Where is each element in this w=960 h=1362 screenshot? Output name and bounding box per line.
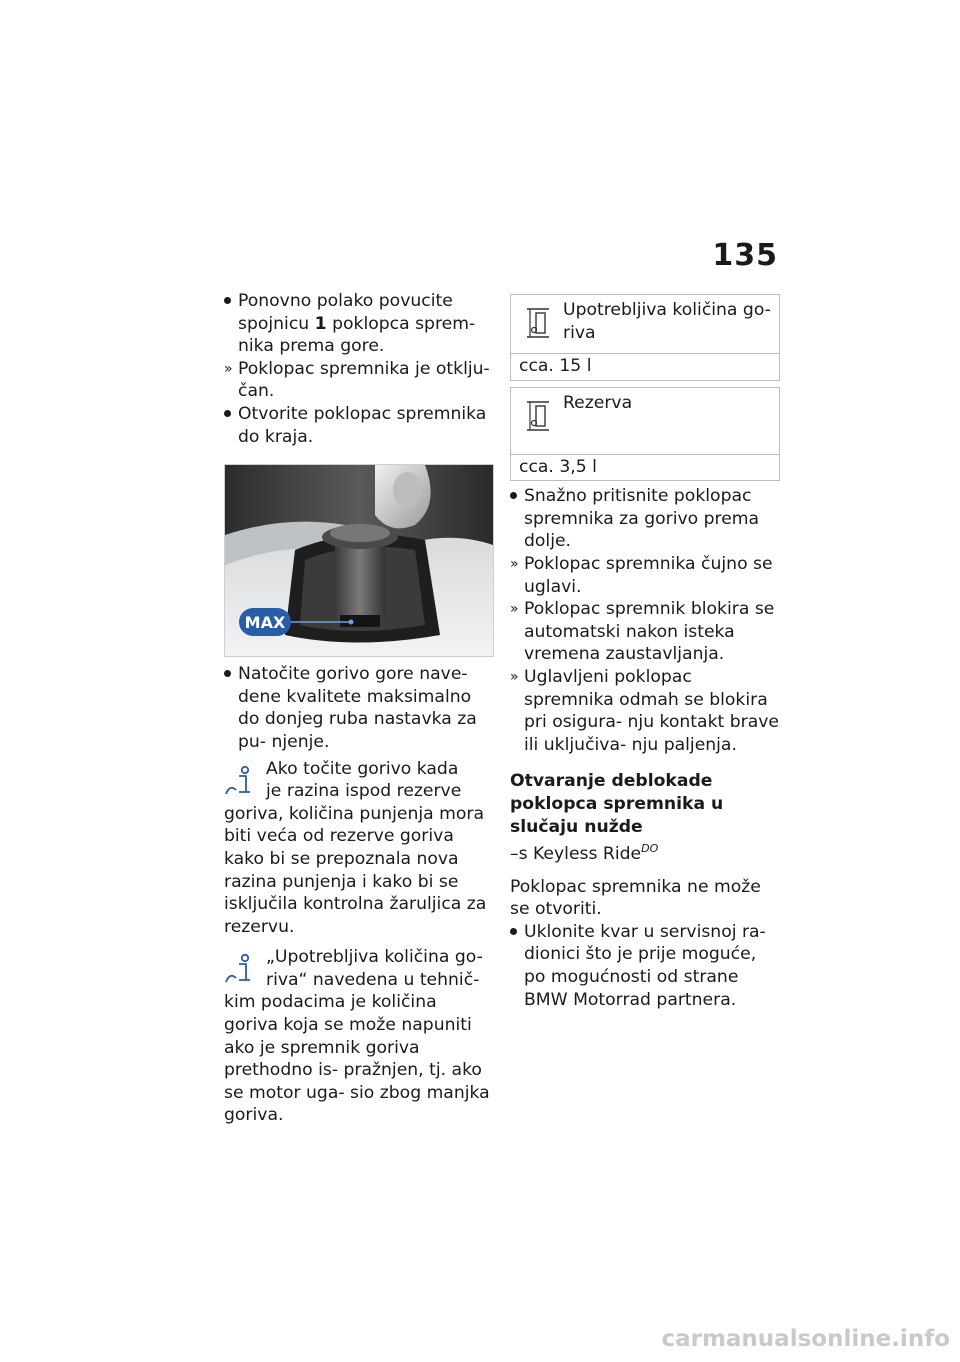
section-heading: Otvaranje deblokade poklopca spremnika u slučaju nužde <box>510 771 724 837</box>
right-column <box>510 294 780 1011</box>
bullet-icon <box>224 663 238 686</box>
paragraph: Poklopac spremnika ne može se otvoriti. <box>510 876 761 920</box>
spec-table-header: Rezerva <box>511 388 779 455</box>
list-item-result: » Poklopac spremnika čujno se uglavi. <box>510 553 773 597</box>
bullet-icon <box>224 403 238 426</box>
bullet-icon <box>510 485 524 508</box>
bullet-icon <box>510 921 524 944</box>
list-item-result: » Uglavljeni poklopac spremnika odmah se blokira pri osigura- nju kontakt brave ili uključiva- nju paljenja. <box>510 666 779 755</box>
reference-number: 1 <box>314 313 327 334</box>
result-arrow-icon: » <box>510 601 519 618</box>
fuel-pump-icon <box>525 305 551 341</box>
bullet-icon <box>224 290 238 313</box>
list-item-result: » Poklopac spremnik blokira se automatski nakon isteka vremena zaustavljanja. <box>510 599 775 665</box>
result-arrow-icon: » <box>510 668 519 685</box>
list-item-bullet: Snažno pritisnite poklopac spremnika za gorivo prema dolje. <box>510 485 780 553</box>
spec-table-header: Upotrebljiva količina go- riva <box>511 295 779 354</box>
result-arrow-icon: » <box>510 555 519 572</box>
result-arrow-icon: » <box>224 360 233 377</box>
left-column <box>224 290 494 1127</box>
fuel-filler-photo <box>224 464 494 657</box>
list-item-bullet: Ponovno polako povucite spojnicu 1 poklopca sprem- nika prema gore. <box>224 290 494 358</box>
list-item-bullet: Natočite gorivo gore nave- dene kvalitete maksimalno do donjeg ruba nastavka za pu- njenje. <box>224 663 494 753</box>
spec-table-value: cca. 15 l <box>519 356 592 376</box>
watermark: carmanualsonline.info <box>661 1326 950 1352</box>
info-icon <box>224 764 260 798</box>
list-item-bullet: Otvorite poklopac spremnika do kraja. <box>224 403 494 448</box>
page-number: 135 <box>712 238 778 273</box>
info-note: „Upotrebljiva količina go- riva“ navedena u tehnič- kim podacima je količina goriva koja se može napuniti ako je spremnik goriva prethodno is- pražnjen, tj. ako se motor uga- sio zbog manjka goriva. <box>224 947 490 1126</box>
fuel-pump-icon <box>525 398 551 434</box>
option-superscript: DO <box>641 842 659 856</box>
info-note: Ako točite gorivo kada je razina ispod rezerve goriva, količina punjenja mora biti veća od rezerve goriva kako bi se prepoznala nova razina punjenja i kako bi se isključila kontrolna žaruljica za rezervu. <box>224 758 487 937</box>
option-line: –s Keyless Ride$^{DO}$ <box>510 842 659 865</box>
info-icon <box>224 952 260 986</box>
spec-table-reserve <box>510 387 780 482</box>
list-item-bullet: Uklonite kvar u servisnoj ra- dionici što je prije moguće, po mogućnosti od strane BMW Motorrad partnera. <box>510 921 780 1011</box>
spec-table-usable-fuel <box>510 294 780 381</box>
spec-table-value: cca. 3,5 l <box>519 456 597 477</box>
list-item-result: » Poklopac spremnika je otklju- čan. <box>224 358 490 402</box>
max-label: MAX <box>244 613 286 633</box>
